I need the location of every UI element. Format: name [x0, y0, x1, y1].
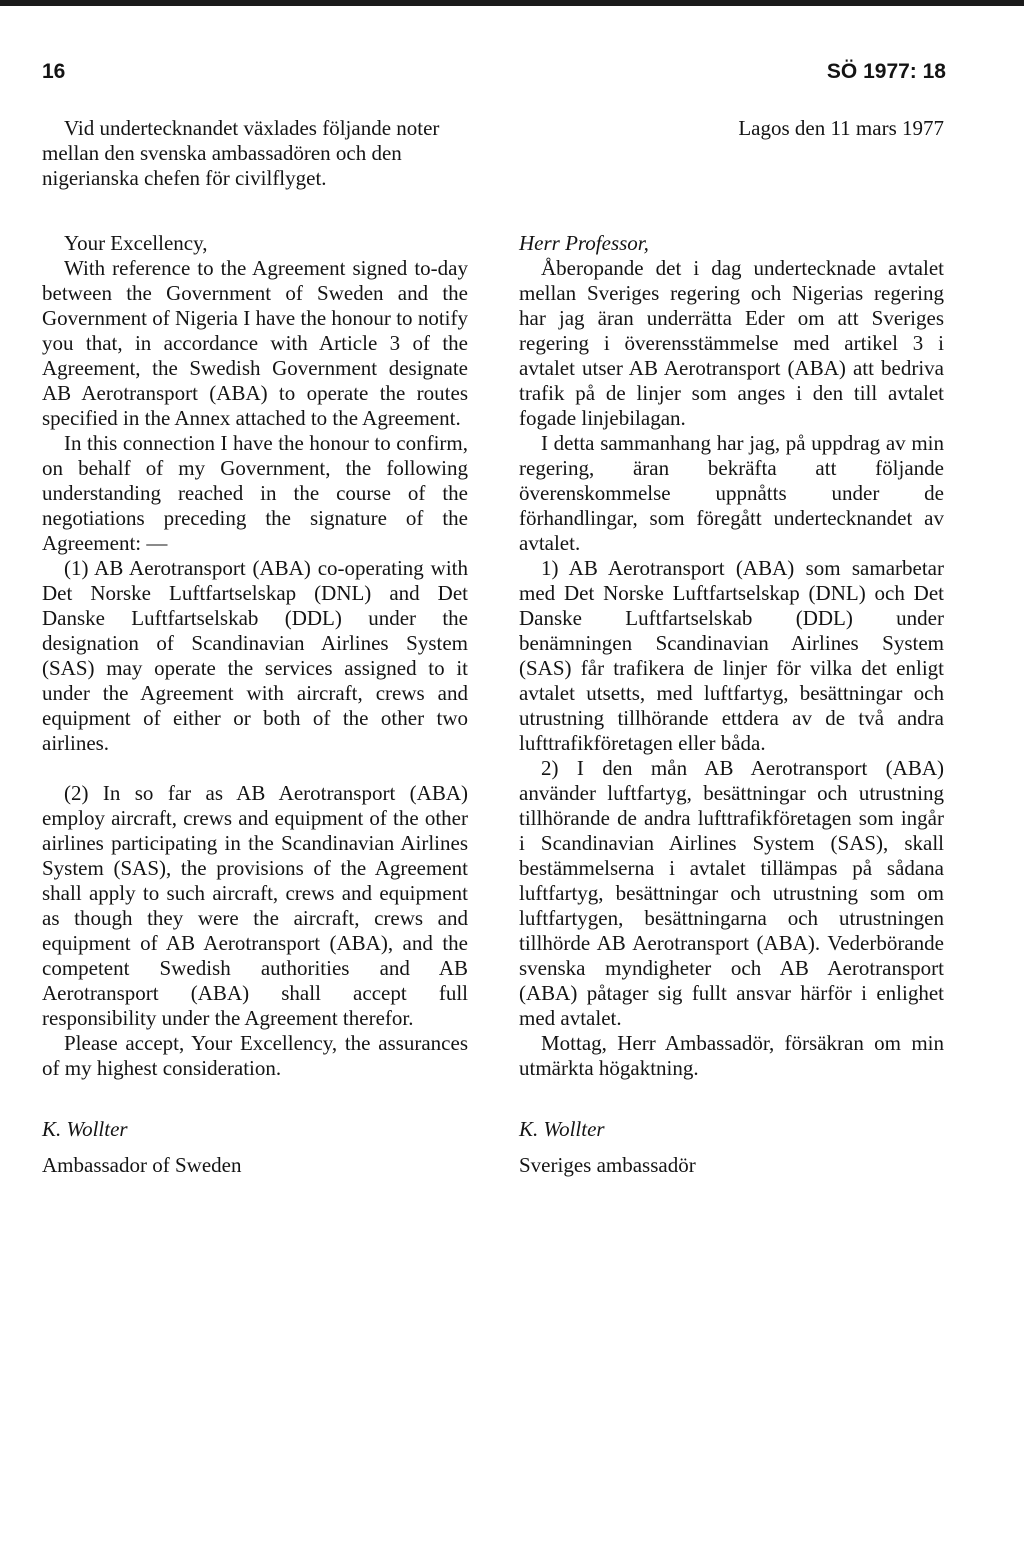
- swedish-salutation: Herr Professor,: [519, 231, 649, 255]
- english-column: [42, 116, 468, 1178]
- english-paragraph-1: With reference to the Agreement signed to-day between the Government of Sweden and the Government of Nigeria I have the honour to notify you that, in accordance with Article 3 of the Agreement, the Swedish Government designate AB Aerotransport (ABA) to operate the routes specified in the Annex attached to the Agreement.: [42, 256, 468, 430]
- scan-top-border: [0, 0, 1024, 6]
- swedish-column: [519, 116, 944, 1178]
- english-signer-title: Ambassador of Sweden: [42, 1153, 242, 1177]
- swedish-paragraph-2: I detta sammanhang har jag, på uppdrag av min regering, äran bekräfta att följande överenskommelse uppnåtts under de förhandlingar, som föregått undertecknandet av avtalet.: [519, 431, 944, 555]
- english-paragraph-2: In this connection I have the honour to confirm, on behalf of my Government, the following understanding reached in the course of the negotiations preceding the signature of the Agreement: —: [42, 431, 468, 555]
- swedish-closing: Mottag, Herr Ambassadör, försäkran om min utmärkta högaktning.: [519, 1031, 944, 1080]
- swedish-paragraph-3: 1) AB Aerotransport (ABA) som samarbetar med Det Norske Luftfartselskap (DNL) och Det Danske Luftfartselskab (DDL) under benämningen Scandinavian Airlines System (SAS) får trafikera de linjer för vilka det enligt avtalet utsetts, med luftfartyg, besättningar och utrustning tillhörande ettdera av de två andra lufttrafikföretagen eller båda.: [519, 556, 944, 755]
- english-salutation: Your Excellency,: [64, 231, 208, 255]
- document-reference: SÖ 1977: 18: [826, 60, 946, 83]
- swedish-paragraph-4: 2) I den mån AB Aerotransport (ABA) använder luftfartyg, besättningar och utrustning tillhörande de andra lufttrafikföretagen som ingår i Scandinavian Airlines System (SAS), skall bestämmelserna i avtalet tillämpas på sådana luftfartyg, besättningar och utrustning som om luftfartygen, besättningarna och utrustningen tillhörde AB Aerotransport (ABA). Vederbörande svenska myndigheter och AB Aerotransport (ABA) påtager sig fullt ansvar härför i enlighet med avtalet.: [519, 756, 944, 1030]
- dateline: Lagos den 11 mars 1977: [738, 116, 944, 140]
- intro-note: Vid undertecknandet växlades följande noter mellan den svenska ambassadören och den nigerianska chefen för civilflyget.: [42, 116, 440, 190]
- swedish-paragraph-1: Åberopande det i dag undertecknade avtalet mellan Sveriges regering och Nigerias regering har jag äran underrätta Eder om att Sveriges regering i överensstämmelse med artikel 3 i avtalet utser AB Aerotransport (ABA) att bedriva trafik på de linjer som anges i den till avtalet fogade linjebilagan.: [519, 256, 944, 430]
- swedish-signature: K. Wollter: [519, 1117, 605, 1141]
- english-closing: Please accept, Your Excellency, the assurances of my highest consideration.: [42, 1031, 468, 1080]
- english-signature: K. Wollter: [42, 1117, 128, 1141]
- english-paragraph-3: (1) AB Aerotransport (ABA) co-operating with Det Norske Luftfartselskap (DNL) and Det Danske Luftfartselskab (DDL) under the designation of Scandinavian Airlines System (SAS) may operate the services assigned to it under the Agreement with aircraft, crews and equipment of either or both of the other two airlines.: [42, 556, 468, 755]
- english-paragraph-4: (2) In so far as AB Aerotransport (ABA) employ aircraft, crews and equipment of the other airlines participating in the Scandinavian Airlines System (SAS), the provisions of the Agreement shall apply to such aircraft, crews and equipment as though they were the aircraft, crews and equipment of AB Aerotransport (ABA), and the competent Swedish authorities and AB Aerotransport (ABA) shall accept full responsibility under the Agreement therefor.: [42, 781, 468, 1030]
- page-number: 16: [42, 60, 66, 83]
- swedish-signer-title: Sveriges ambassadör: [519, 1153, 696, 1177]
